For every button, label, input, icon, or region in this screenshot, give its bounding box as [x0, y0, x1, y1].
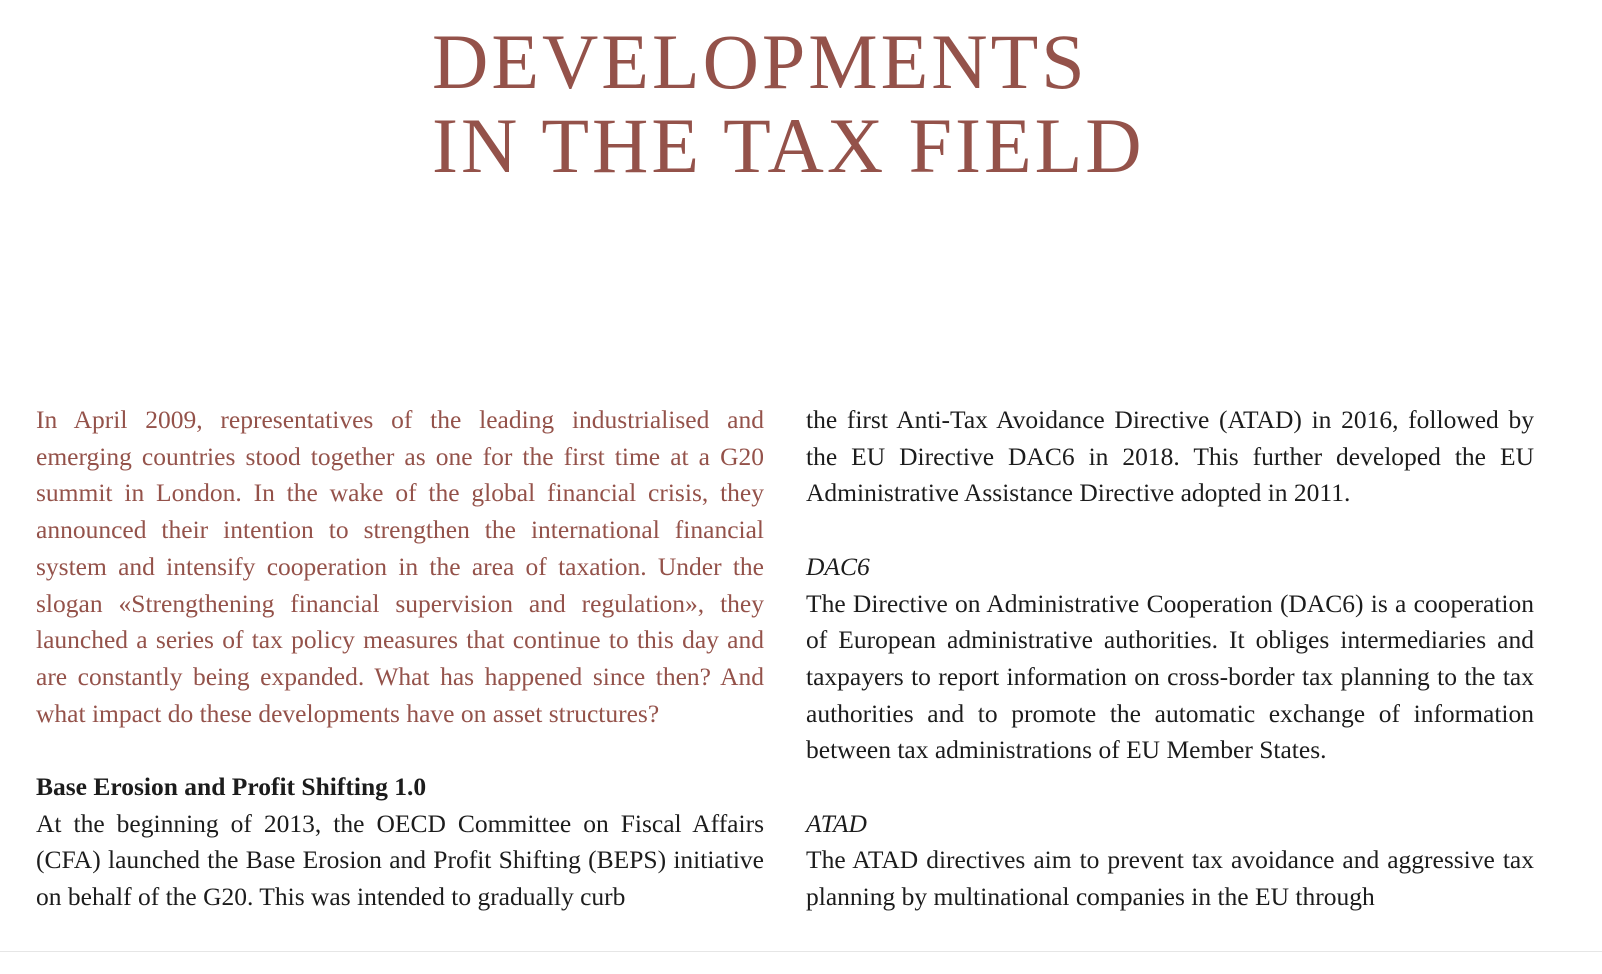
continuation-paragraph: the first Anti-Tax Avoidance Directive (ATAD) in 2016, followed by the EU Directive DAC6 in 2018. This further developed the EU Administrative Assistance Directive adopted in 2011.	[806, 405, 1534, 508]
subsection-heading-dac6: DAC6	[806, 551, 870, 581]
page-title	[432, 20, 1145, 188]
page-title-line-1: DEVELOPMENTS	[432, 18, 1088, 105]
right-column	[806, 402, 1534, 916]
dac6-paragraph: The Directive on Administrative Cooperation (DAC6) is a cooperation of European administrative authorities. It obliges intermediaries and taxpayers to report information on cross-border tax planning to the tax authorities and to promote the automatic exchange of information between tax administrations of EU Member States.	[806, 588, 1534, 765]
beps-paragraph: At the beginning of 2013, the OECD Committee on Fiscal Affairs (CFA) launched the Base Erosion and Profit Shifting (BEPS) initiative on behalf of the G20. This was intended to gradually curb	[36, 808, 764, 912]
intro-paragraph: In April 2009, representatives of the leading industrialised and emerging countries stood together as one for the first time at a G20 summit in London. In the wake of the global financial crisis, they announced their intention to strengthen the international financial system and intensify cooperation in the area of taxation. Under the slogan «Strengthening financial supervision and regulation», they launched a series of tax policy measures that continue to this day and are constantly being expanded. What has happened since then? And what impact do these developments have on asset structures?	[36, 405, 764, 728]
atad-paragraph: The ATAD directives aim to prevent tax avoidance and aggressive tax planning by multinational companies in the EU through	[806, 845, 1534, 912]
page-bottom-divider	[0, 951, 1602, 952]
subsection-heading-atad: ATAD	[806, 808, 867, 838]
section-heading-beps: Base Erosion and Profit Shifting 1.0	[36, 772, 427, 802]
page-title-line-2: IN THE TAX FIELD	[432, 102, 1145, 189]
left-column	[36, 402, 764, 916]
